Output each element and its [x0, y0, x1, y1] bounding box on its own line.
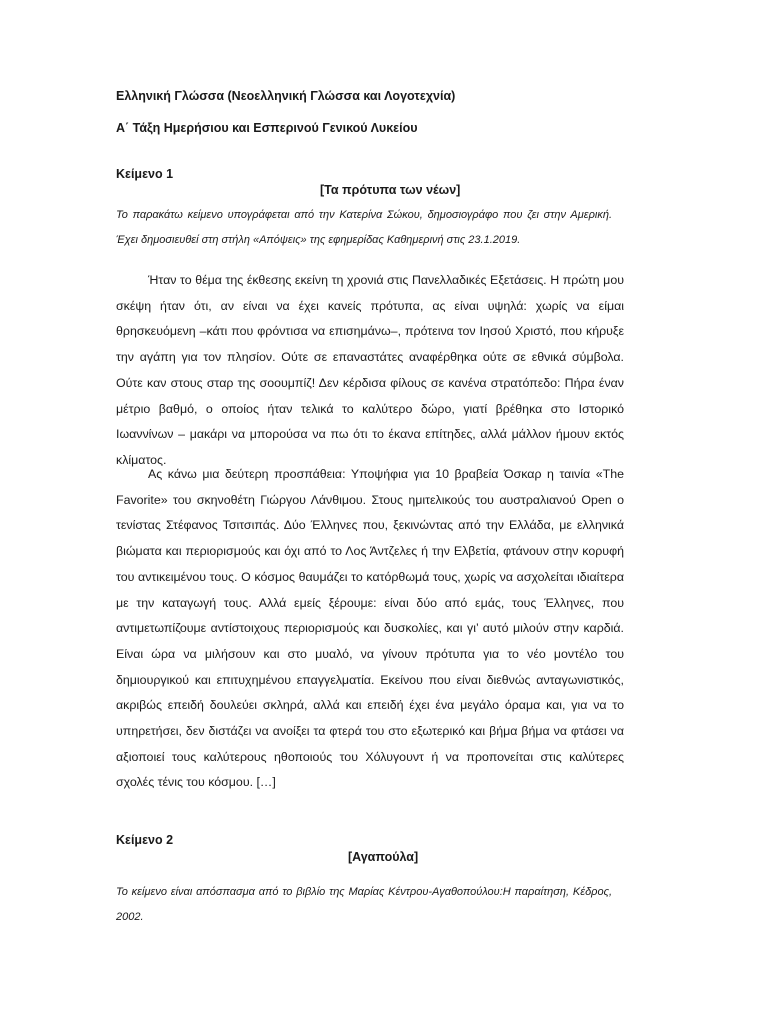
- text2-label: Κείμενο 2: [116, 833, 174, 847]
- class-heading: Α΄ Τάξη Ημερήσιου και Εσπερινού Γενικού Λυκείου: [116, 121, 418, 135]
- subject-heading: Ελληνική Γλώσσα (Νεοελληνική Γλώσσα και Λογοτεχνία): [116, 89, 456, 103]
- text1-intro: Το παρακάτω κείμενο υπογράφεται από την Κατερίνα Σώκου, δημοσιογράφο που ζει στην Αμερική. Έχει δημοσιευθεί στη στήλη «Απόψεις» της εφημερίδας Καθημερινή στις 23.1.2019.: [116, 209, 612, 246]
- text2-title: [Αγαπούλα]: [348, 850, 419, 864]
- text1-body-continued: [116, 462, 624, 796]
- text1-paragraph-1: Ήταν το θέμα της έκθεσης εκείνη τη χρονιά στις Πανελλαδικές Εξετάσεις. Η πρώτη μου σκέψη ήταν ότι, αν είναι να έχει κανείς πρότυπα, ας είναι υψηλά: χωρίς να είμαι θρησκευόμενη –κάτι που φρόντισα να επισημάνω–, πρότεινα τον Ιησού Χριστό, που κήρυξε την αγάπη για τον πλησίον. Ούτε σε επαναστάτες αναφέρθηκα ούτε σε εθνικά σύμβολα. Ούτε καν στους σταρ της σοουμπίζ! Δεν κέρδισα φίλους σε κανένα στρατόπεδο: Πήρα έναν μέτριο βαθμό, ο οποίος ήταν τελικά το καλύτερο δώρο, γιατί βρέθηκα στο Ιστορικό Ιωαννίνων – μακάρι να μπορούσα να πω ότι το έκανα επίτηδες, αλλά μάλλον ήμουν εκτός κλίματος.: [116, 273, 624, 467]
- text1-label: Κείμενο 1: [116, 167, 174, 181]
- text2-intro: Το κείμενο είναι απόσπασμα από το βιβλίο της Μαρίας Κέντρου-Αγαθοπούλου:Η παραίτηση, Κέδρος, 2002.: [116, 886, 612, 923]
- text1-title: [Τα πρότυπα των νέων]: [320, 183, 461, 197]
- text1-body: [116, 268, 624, 474]
- text1-paragraph-2: Ας κάνω μια δεύτερη προσπάθεια: Υποψήφια για 10 βραβεία Όσκαρ η ταινία «The Favorite» του σκηνοθέτη Γιώργου Λάνθιμου. Στους ημιτελικούς του αυστραλιανού Open ο τενίστας Στέφανος Τσιτσιπάς. Δύο Έλληνες που, ξεκινώντας από την Ελλάδα, με ελληνικά βιώματα και περιορισμούς και όχι από το Λος Άντζελες ή την Ελβετία, φτάνουν στην κορυφή του αντικειμένου τους. Ο κόσμος θαυμάζει το κατόρθωμά τους, χωρίς να ασχολείται ιδιαίτερα με την καταγωγή τους. Αλλά εμείς ξέρουμε: είναι δύο από εμάς, τους Έλληνες, που αντιμετωπίζουμε αντίστοιχους περιορισμούς και δυσκολίες, και γι’ αυτό μιλούν στην καρδιά. Είναι ώρα να μιλήσουν και στο μυαλό, να γίνουν πρότυπα για το νέο μοντέλο του δημιουργικού και επιτυχημένου επαγγελματία. Εκείνου που είναι διεθνώς ανταγωνιστικός, ακριβώς επειδή δουλεύει σκληρά, αλλά και επειδή έχει ένα μεγάλο όραμα και, για να το υπηρετήσει, δεν διστάζει να ανοίξει τα φτερά του στο εξωτερικό και βήμα βήμα να φτάσει να αξιοποιεί τους καλύτερους ηθοποιούς του Χόλυγουντ ή να προπονείται στις καλύτερες σχολές τένις του κόσμου. […]: [116, 467, 624, 790]
